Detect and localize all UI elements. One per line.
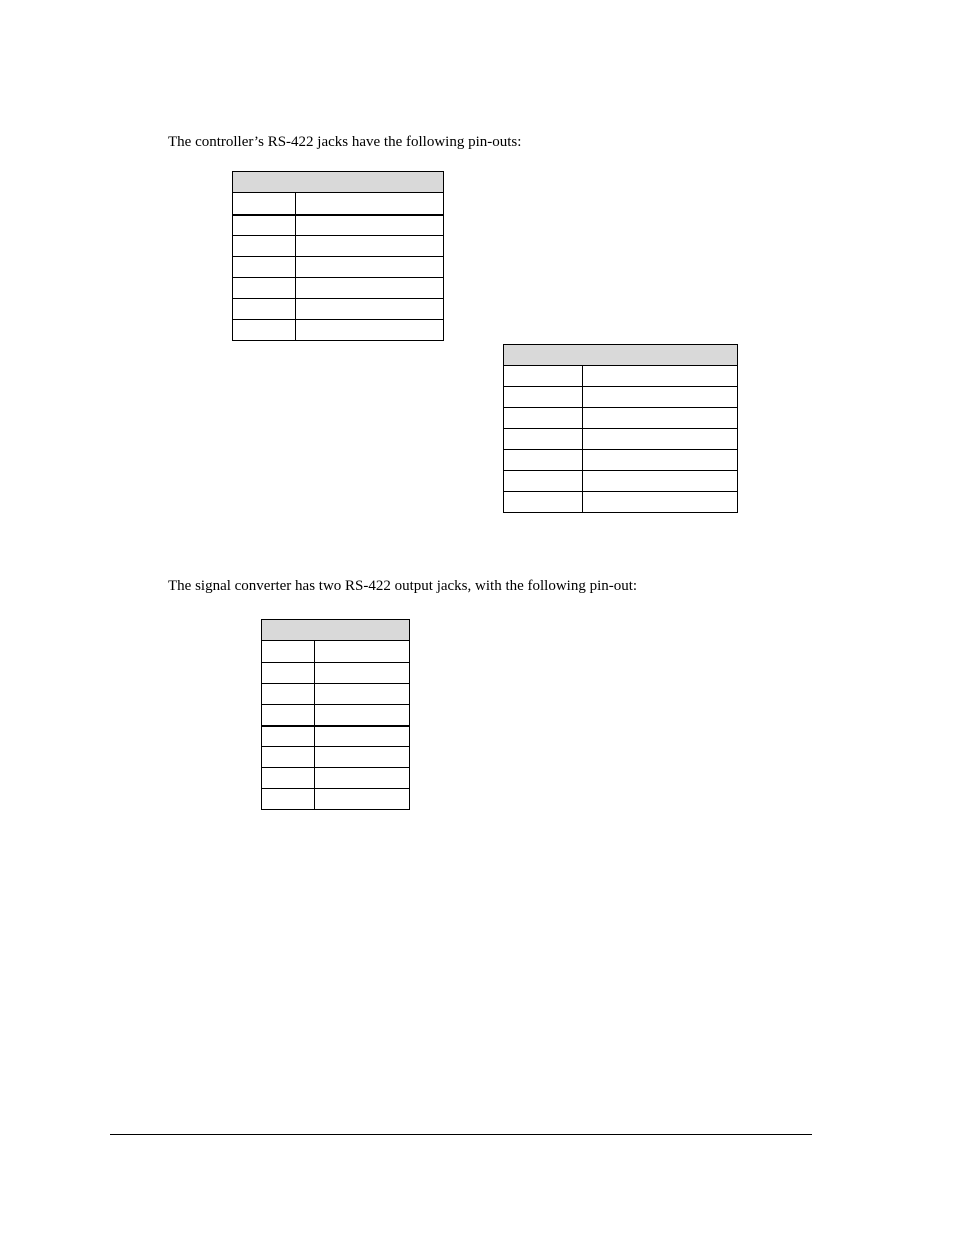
signal-cell [583, 366, 738, 387]
signal-cell [315, 663, 410, 684]
signal-cell [315, 768, 410, 789]
pin-cell [233, 257, 296, 278]
table-header [233, 172, 444, 193]
pin-cell [504, 366, 583, 387]
pin-cell [233, 193, 296, 215]
pin-cell [233, 299, 296, 320]
table-header [262, 620, 410, 641]
pin-cell [233, 215, 296, 236]
signal-cell [296, 236, 444, 257]
signal-cell [296, 215, 444, 236]
signal-cell [583, 492, 738, 513]
pin-cell [262, 705, 315, 726]
converter-pinout-table [261, 619, 410, 810]
pin-cell [504, 387, 583, 408]
footer-rule [110, 1134, 812, 1135]
signal-cell [583, 408, 738, 429]
pin-cell [504, 429, 583, 450]
signal-cell [315, 641, 410, 663]
pin-cell [504, 408, 583, 429]
pin-cell [262, 789, 315, 810]
signal-cell [296, 257, 444, 278]
signal-cell [315, 747, 410, 768]
pin-cell [262, 684, 315, 705]
signal-cell [583, 450, 738, 471]
table-header [504, 345, 738, 366]
pin-cell [233, 320, 296, 341]
pin-cell [262, 641, 315, 663]
signal-cell [315, 726, 410, 747]
pin-cell [262, 747, 315, 768]
pin-cell [504, 492, 583, 513]
signal-cell [583, 429, 738, 450]
signal-cell [315, 705, 410, 726]
controller-pinout-table-b [503, 344, 738, 513]
signal-cell [296, 320, 444, 341]
signal-cell [315, 684, 410, 705]
signal-cell [315, 789, 410, 810]
pin-cell [504, 471, 583, 492]
controller-pinout-table-a [232, 171, 444, 341]
pin-cell [262, 663, 315, 684]
pin-cell [504, 450, 583, 471]
signal-cell [296, 193, 444, 215]
signal-cell [296, 299, 444, 320]
signal-cell [296, 278, 444, 299]
signal-cell [583, 471, 738, 492]
converter-pinout-intro: The signal converter has two RS-422 output jacks, with the following pin-out: [168, 578, 638, 594]
pin-cell [262, 726, 315, 747]
pin-cell [262, 768, 315, 789]
signal-cell [583, 387, 738, 408]
pin-cell [233, 278, 296, 299]
controller-pinout-intro: The controller’s RS-422 jacks have the following pin-outs: [168, 134, 522, 150]
pin-cell [233, 236, 296, 257]
